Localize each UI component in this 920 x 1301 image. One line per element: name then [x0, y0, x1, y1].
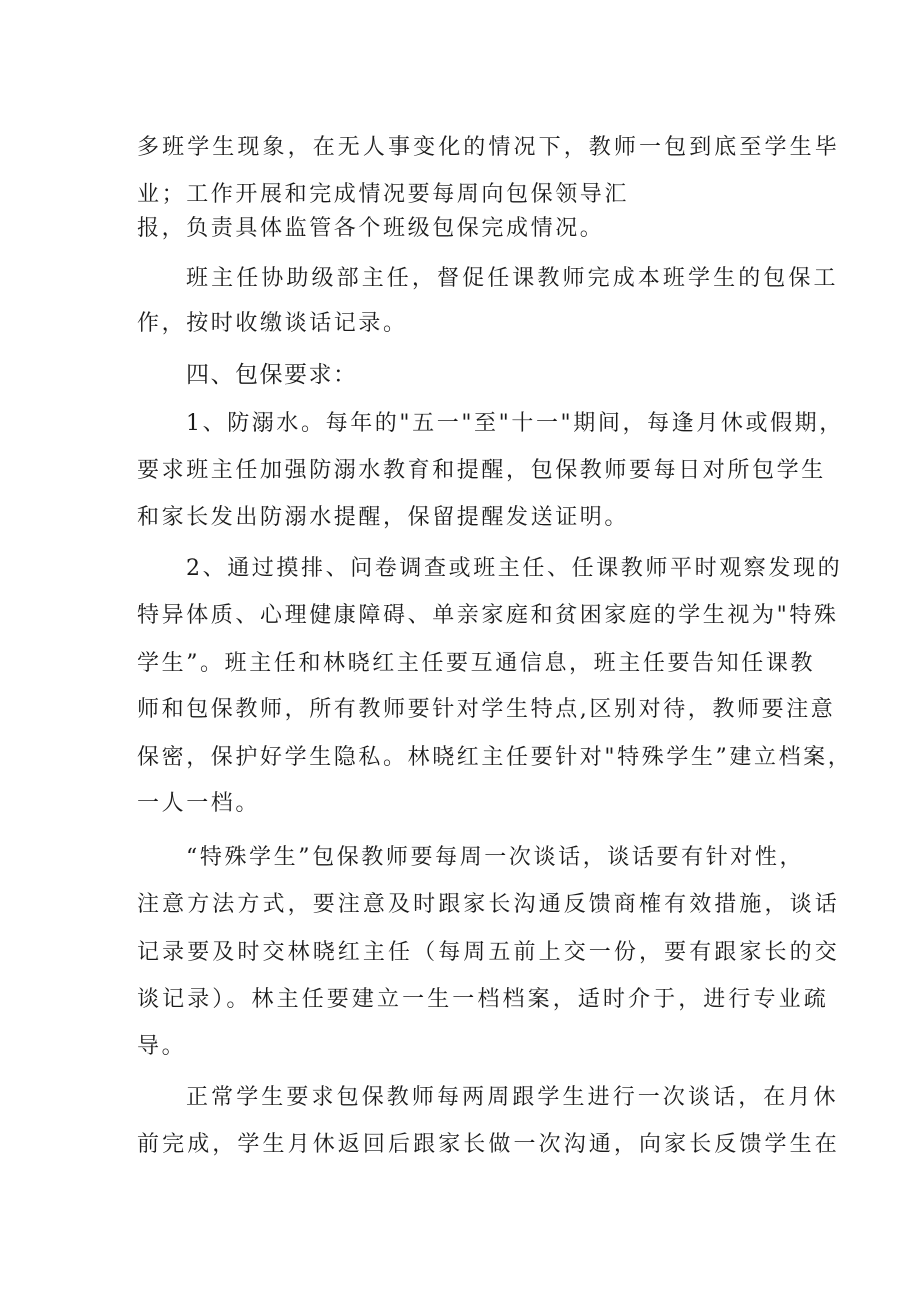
paragraph-line: 要求班主任加强防溺水教育和提醒，包保教师要每日对所包学生 — [137, 458, 826, 483]
paragraph-line: 前完成，学生月休返回后跟家长做一次沟通，向家长反馈学生在 — [137, 1132, 840, 1157]
paragraph-line: “特殊学生”包保教师要每周一次谈话，谈话要有针对性， — [186, 845, 805, 870]
paragraph-line: 多班学生现象，在无人事变化的情况下，教师一包到底至学生毕 — [137, 135, 840, 160]
paragraph-line: 学生”。班主任和林晓红主任要互通信息，班主任要告知任课教 — [137, 651, 816, 676]
paragraph-line: 作，按时收缴谈话记录。 — [137, 311, 408, 336]
paragraph-line: 业；工作开展和完成情况要每周向包保领导汇 — [137, 182, 630, 207]
section-heading: 四、包保要求： — [186, 362, 358, 388]
paragraph-line: 特异体质、心理健康障碍、单亲家庭和贫困家庭的学生视为"特殊 — [137, 603, 839, 628]
paragraph-line: 2、通过摸排、问卷调查或班主任、任课教师平时观察发现的 — [186, 556, 843, 581]
paragraph-line: 正常学生要求包保教师每两周跟学生进行一次谈话，在月休 — [186, 1085, 839, 1110]
paragraph-line: 注意方法方式，要注意及时跟家长沟通反馈商榷有效措施，谈话 — [137, 892, 840, 917]
paragraph-line: 报，负责具体监管各个班级包保完成情况。 — [137, 216, 605, 241]
paragraph-line: 班主任协助级部主任，督促任课教师完成本班学生的包保工 — [186, 266, 839, 291]
paragraph-line: 1、防溺水。每年的"五一"至"十一"期间，每逢月休或假期， — [186, 411, 844, 436]
paragraph-line: 谈记录）。林主任要建立一生一档档案，适时介于，进行专业疏 — [137, 987, 829, 1012]
paragraph-line: 师和包保教师，所有教师要针对学生特点,区别对待，教师要注意 — [137, 697, 836, 722]
paragraph-line: 导。 — [137, 1034, 187, 1059]
paragraph-line: 记录要及时交林晓红主任（每周五前上交一份，要有跟家长的交 — [137, 940, 840, 965]
paragraph-line: 和家长发出防溺水提醒，保留提醒发送证明。 — [137, 505, 630, 530]
paragraph-line: 保密，保护好学生隐私。林晓红主任要针对"特殊学生”建立档案， — [137, 745, 853, 770]
paragraph-line: 一人一档。 — [137, 791, 261, 816]
